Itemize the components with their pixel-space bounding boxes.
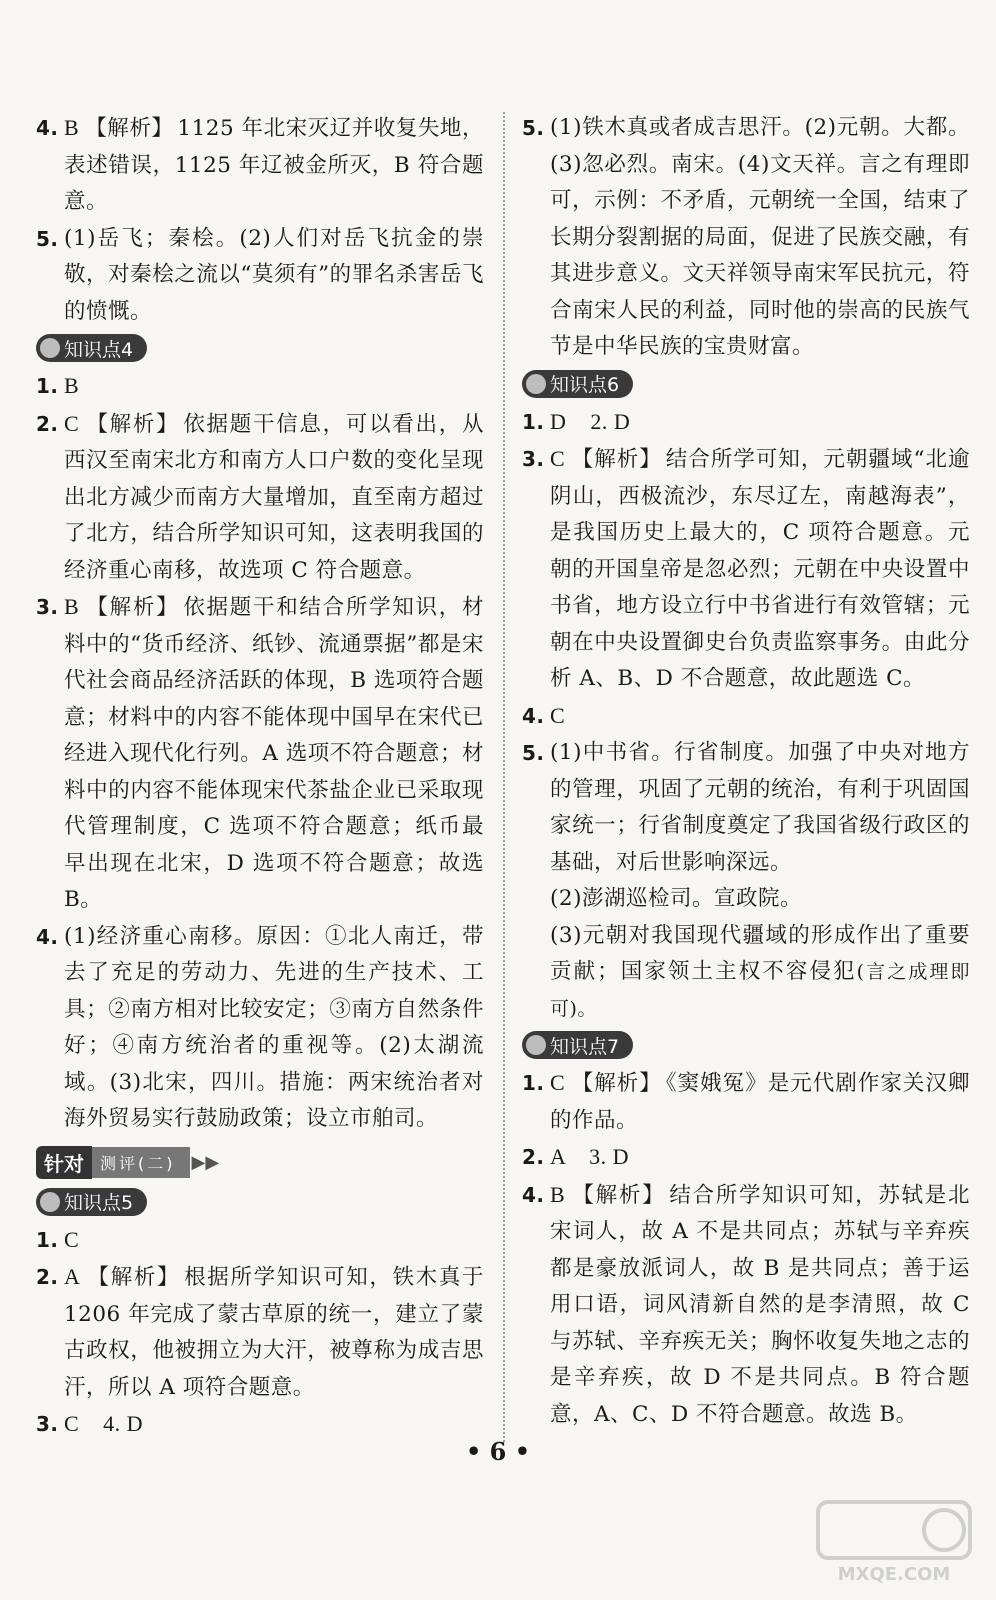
answer-item: 3. C 【解析】 结合所学可知，元朝疆域“北逾阴山，西极流沙，东尽辽左，南越海表”，是我国历史上最大的，C 项符合题意。元朝的开国皇帝是忽必烈；元朝在中央设置中书省，地方设立行中书省进行有效管辖；元朝在中央设置御史台负责监察事务。由此分析 A、B、D 不合题意，故此题选 C。 [522, 446, 970, 691]
watermark-logo [814, 1498, 974, 1588]
answer-item: 4. B 【解析】 1125 年北宋灭辽并收复失地，表述错误，1125 年辽被金所灭，B 符合题意。 [36, 115, 484, 214]
answer-item: 2. C 【解析】 依据题干信息，可以看出，从西汉至南宋北方和南方人口户数的变化呈现出北方减少而南方大量增加，直至南方超过了北方，结合所学知识可知，这表明我国的经济重心南移，故选项 C 符合题意。 [36, 410, 484, 583]
answer-item: 4. B 【解析】 结合所学知识可知，苏轼是北宋词人，故 A 不是共同点；苏轼与辛弃疾都是豪放派词人，故 B 是共同点；善于运用口语，词风清新自然的是李清照，故 C 与苏轼、辛弃疾无关；胸怀收复失地之志的是辛弃疾，故 D 不是共同点。B 符合题意，A、C、D 不符合题意。故选 B。 [522, 1181, 970, 1427]
answer-item: 1. B [36, 373, 80, 398]
left-column [36, 110, 484, 1444]
badge-circle-icon [526, 374, 546, 394]
double-chevron-right-icon: ▶▶ [191, 1152, 220, 1173]
page-number: • 6 • [465, 1437, 531, 1466]
answer-item: 5. (1)铁木真或者成吉思汗。(2)元朝。大都。(3)忽必烈。南宋。(4)文天祥。言之有理即可，示例：不矛盾，元朝统一全国，结束了长期分裂割据的局面，促进了民族交融，有其进步意义。文天祥领导南宋军民抗元，符合南宋人民的利益，同时他的崇高的民族气节是中华民族的宝贵财富。 [522, 115, 970, 359]
section-banner-evaluation-2: 针对 测评(二) ▶▶ [36, 1146, 484, 1180]
answer-subpart: (2)澎湖巡检司。宣政院。 [550, 886, 802, 911]
answer-item: 1. C [36, 1226, 80, 1252]
answer-subpart: (3)元朝对我国现代疆域的形成作出了重要贡献；国家领土主权不容侵犯(言之成理即可)。 [550, 922, 970, 1020]
badge-circle-icon [40, 338, 60, 358]
answer-item: 3. B 【解析】 依据题干和结合所学知识，材料中的“货币经济、纸钞、流通票据”都是宋代社会商品经济活跃的体现，B 选项符合题意；材料中的内容不能体现中国早在宋代已经进入现代化行列。A 选项不符合题意；材料中的内容不能体现宋代茶盐企业已采取现代管理制度，C 选项不符合题意；纸币最早出现在北宋，D 选项不符合题意；故选 B。 [36, 594, 484, 912]
answer-item: 1. C 【解析】 《窦娥冤》是元代剧作家关汉卿的作品。 [522, 1070, 970, 1133]
answer-item: 3. C 4. D [36, 1411, 144, 1436]
section-badge-knowledge-5: 知识点5 [36, 1188, 147, 1216]
answer-item: 5. (1)岳飞；秦桧。(2)人们对岳飞抗金的崇敬，对秦桧之流以“莫须有”的罪名杀害岳飞的愤慨。 [36, 225, 484, 324]
section-badge-knowledge-7: 知识点7 [522, 1031, 633, 1059]
answer-item: 2. A 3. D [522, 1144, 630, 1169]
badge-circle-icon [40, 1192, 60, 1212]
answer-item: 1. D 2. D [522, 408, 631, 434]
watermark-text: MXQE.COM [837, 1564, 951, 1585]
column-divider [503, 112, 505, 1442]
answer-item: 4. C [522, 702, 566, 728]
section-badge-knowledge-6: 知识点6 [522, 370, 633, 398]
answer-item: 2. A 【解析】 根据所学知识可知，铁木真于 1206 年完成了蒙古草原的统一，建立了蒙古政权，他被拥立为大汗，被尊称为成吉思汗，所以 A 项符合题意。 [36, 1264, 484, 1400]
right-column [522, 110, 970, 1433]
section-badge-knowledge-4: 知识点4 [36, 334, 147, 362]
answer-item: 4. (1)经济重心南移。原因：①北人南迁，带去了充足的劳动力、先进的生产技术、工具；②南方相对比较安定；③南方自然条件好；④南方统治者的重视等。(2)太湖流域。(3)北宋，四川。措施：两宋统治者对海外贸易实行鼓励政策；设立市舶司。 [36, 923, 484, 1131]
badge-circle-icon [526, 1035, 546, 1055]
answer-item: 5. (1)中书省。行省制度。加强了中央对地方的管理，巩固了元朝的统治，有利于巩固国家统一；行省制度奠定了我国省级行政区的基础，对后世影响深远。 [522, 740, 970, 875]
